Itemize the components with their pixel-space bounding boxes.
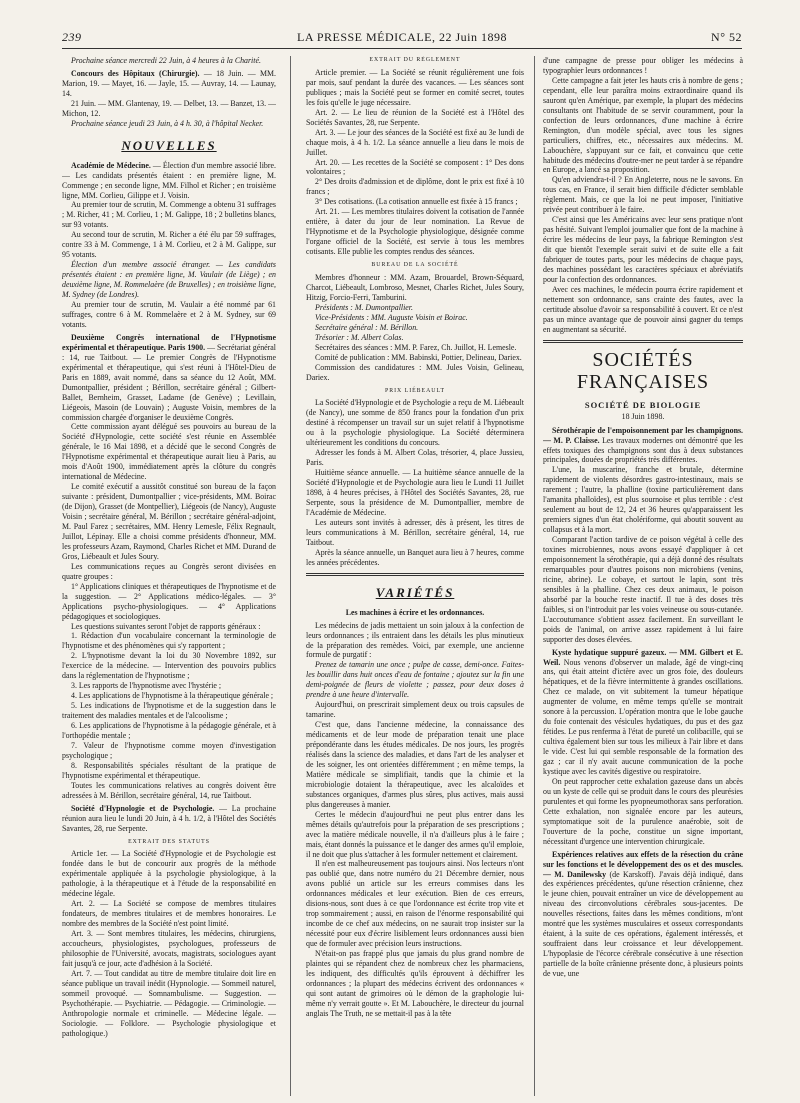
paragraph: Il n'en est malheureusement pas toujours ainsi. Nos lecteurs n'ont pas oublié que, dans notre numéro du 21 Décembre dernier, nous avons publié un article sur les erreurs commises dans les ordonnances médicales et leur exécution. Bien de ces erreurs, disions-nous, sont dues à ce que l'ordonnance est écrite trop vite et trop sommairement ; aussi, en raison de l'énorme responsabilité qui incombe de ce chef aux médecins, on ne saurait trop insister sur la nécessité pour eux d'écrire lisiblement leurs ordonnances aussi bien que de formuler avec précision leurs instructions. — [306, 859, 524, 949]
paragraph: Commission des candidatures : MM. Jules Voisin, Gelineau, Dariex. — [306, 362, 524, 382]
rubric-heading — [306, 586, 524, 600]
section-rule — [543, 340, 743, 343]
paragraph: Présidents : M. Dumontpallier. — [315, 302, 413, 312]
paragraph: 3° Des cotisations. (La cotisation annuelle est fixée à 15 francs ; — [315, 197, 518, 207]
paragraph — [62, 69, 276, 99]
paragraph: Adresser les fonds à M. Albert Colas, trésorier, 4, place Jussieu, Paris. — [306, 448, 524, 468]
paragraph: Aujourd'hui, on prescrirait simplement deux ou trois capsules de tamarine. — [306, 700, 524, 720]
paragraph: L'une, la muscarine, franche et brutale, détermine rapidement de violents désordres gastro-intestinaux, mais se rarement ; l'autre, la phalline (toxine particulièrement dans l'amanita phalloïdes), est plus sournoise et plus terrible : c'est seulement au bout de 12, 24 et 36 heures qu'apparaissent les premiers signes d'un état cholériforme, qui aboutit souvent au collapsus et à la mort. — [543, 465, 743, 535]
paragraph: Art. 21. — Les membres titulaires doivent la cotisation de l'année entière, à dater du jour de leur nomination. La Revue de l'Hypnotisme et de la Psychologie physiologique, désignée comme l'organe officiel de la Société, est servie à tous les membres cotisants. Elle publie les comptes rendus des séances. — [306, 207, 524, 257]
page-number: 239 — [62, 30, 82, 44]
list-item: 5. Les indications de l'hypnotisme et de la suggestion dans le traitement des maladies mentales et de l'alcoolisme ; — [62, 701, 276, 721]
paragraph: Trésorier : M. Albert Colas. — [315, 332, 404, 342]
paragraph — [543, 850, 743, 979]
paragraph: Après la séance annuelle, un Banquet aura lieu à 7 heures, comme les années précédentes. — [306, 547, 524, 567]
section-rule — [306, 573, 524, 576]
paragraph: Art. 2. — La Société se compose de membres titulaires fondateurs, de membres titulaires et de membres honoraires. Le nombre des membres de la Société n'est point limité. — [62, 899, 276, 929]
column-3 — [543, 56, 743, 1096]
section-title: Académie de Médecine. — [71, 160, 151, 170]
publication-title: LA PRESSE MÉDICALE, 22 Juin 1898 — [296, 30, 507, 44]
author: — M. Danilewsky — [543, 869, 607, 879]
rubric-label: VARIÉTÉS — [375, 584, 455, 600]
subheading: EXTRAIT DES STATUTS — [128, 838, 210, 845]
paragraph: La Société d'Hypnologie et de Psychologie a reçu de M. Liébeault (de Nancy), une somme de 850 francs pour la fondation d'un prix destiné à récompenser un travail sur un sujet relatif à l'hypnotisme ou à la psychologie physiologique. La Société déterminera ultérieurement les conditions du concours. — [306, 398, 524, 448]
text: (de Karskoff). J'avais déjà indiqué, dans des expériences précédentes, qu'une résection crânienne, chez le jeune chien, pouvait entraîner un vice de développement au niveau des circonvolutions cérébrales sous-jacentes. De nouvelles résections, faites dans les mêmes conditions, m'ont montré que les systèmes musculaires et osseux correspondants étaient, à la suite de ces opérations, également intéressés, et souffraient dans leur croissance et leur développement. L'hypoplasie de l'écorce cérébrale consécutive à une résection partielle de la boîte crânienne présente donc, à plusieurs points de vue, une — [543, 869, 743, 979]
paragraph: Prenez de tamarin une once ; pulpe de casse, demi-once. Faites-les bouillir dans huit onces d'eau de fontaine ; ajoutez sur la fin une demi-poignée de fleurs de violette ; passez, pour deux doses à prendre à une heure d'intervalle. — [306, 660, 524, 700]
paragraph — [543, 648, 743, 777]
paragraph: Art. 7. — Tout candidat au titre de membre titulaire doit lire en séance publique un travail inédit (Hypnologie. — Sommeil naturel, sommeil provoqué. — Somnambulisme. — Suggestion. — Psychothérapie. — Psychiatrie. — Pédagogie. — Criminologie. — Anthropologie normale et criminelle. — Médecine légale. — Sociologie. — Folklore. — Psychologie physiologique et pathologique.) — [62, 968, 276, 1038]
paragraph: On peut rapprocher cette exhalation gazeuse dans un abcès ou un kyste de celle qui se produit dans le cours des pleurésies purulentes et qui forme les pyopneumothorax sans perforation. Cette exhalation, non signalée encore par les auteurs, symptomatique soit de la purulence anaérobie, soit de l'ouverture de la poche, constitue un signe important, nécessitant d'urgence une intervention chirurgicale. — [543, 776, 743, 846]
rubric-label: NOUVELLES — [121, 137, 217, 153]
author: — M. P. Claisse. — [543, 435, 600, 445]
paragraph: Certes le médecin d'aujourd'hui ne peut plus entrer dans les mêmes détails qu'autrefois pour la préparation de ses prescriptions ; avec la matière médicale nouvelle, il n'a d'ailleurs plus à le faire ; mais, étant donnés la puissance et le danger des armes qu'il emploie, il ne doit que plus s'attacher à les formuler nettement et clairement. — [306, 809, 524, 859]
section-title: Expériences relatives aux effets de la résection du crâne sur les fonctions et le développement des os et des muscles. — [543, 849, 743, 869]
text: — Secrétariat général : 14, rue Taitbout. — Le premier Congrès de l'Hypnotisme expérimental et thérapeutique, qui s'est réuni à l'Hôtel-Dieu de Paris en 1889, avait nommé, dans sa séance du 12 Août, MM. Dumontpallier, président ; Bérillon, secrétaire général ; Gilbert-Ballet, Bernheim, Grasset, Ladame (de Genève) ; Levillain, Liégeois, Masoin (de Louvain) ; Auguste Voisin, membres de la commission chargée d'organiser le deuxième Congrès. — [62, 342, 276, 422]
paragraph: Article premier. — La Société se réunit régulièrement une fois par mois, sauf pendant la durée des vacances. — Les séances sont publiques ; mais la Société peut se former en comité secret, toutes les fois qu'elle le juge nécessaire. — [306, 67, 524, 107]
section-title: Deuxième Congrès international de l'Hypnotisme expérimental et thérapeutique. Paris 1900. — [62, 332, 276, 352]
paragraph: 1° Applications cliniques et thérapeutiques de l'hypnotisme et de la suggestion. — 2° Applications médico-légales. — 3° Applications psycho-physiologiques. — 4° Applications pédagogiques et sociologiques. — [62, 581, 276, 621]
column-1 — [62, 56, 276, 1096]
text: — 18 Juin. — MM. Marion, 19. — Mayet, 16. — Jayle, 15. — Auvray, 14. — Launay, 14. — [62, 68, 276, 98]
text: Nous venons d'observer un malade, âgé de vingt-cinq ans, qui était atteint d'ictère avec un gros foie, des douleurs hépatiques, et de la fièvre intermittente à grandes oscillations. Chez ce malade, on vit subitement la tumeur hépatique augmenter de volume, en même temps qu'elle se montrait sonore à la percussion. L'opération montra que le lobe gauche du foie contenait des vésicules hydatiques, du pus et des gaz fétides. Le pus renferma à l'état de pureté un colibacille, qui se cultiva également bien sur tous les milieux à l'air libre et dans le vide. C'est lui qui semble responsable de la formation des gaz ; car il n'y avait aucune communication de la poche kystique avec les cavités digestive ou respiratoire. — [543, 657, 743, 776]
paragraph: Cette commission ayant délégué ses pouvoirs au bureau de la Société d'Hypnologie, cette société s'est réunie en Assemblée générale, le 16 Mai 1898, et a décidé que le second Congrès de l'Hypnotisme expérimental et thérapeutique aurait lieu à Paris, au mois d'Août 1900, immédiatement après la clôture du congrès international de Médecine. — [62, 422, 276, 482]
paragraph: Secrétaire général : M. Bérillon. — [315, 322, 419, 332]
page-header — [62, 30, 742, 46]
paragraph: Secrétaires des séances : MM. P. Farez, Ch. Juillot, H. Lemesle. — [315, 342, 517, 352]
column-2 — [306, 56, 524, 1096]
list-item: 2. L'hypnotisme devant la loi du 30 Novembre 1892, sur l'exercice de la médecine. — Intervention des pouvoirs publics dans la réglementation de l'hypnotisme ; — [62, 651, 276, 681]
column-separator — [290, 56, 291, 1096]
article-title: Les machines à écrire et les ordonnances. — [345, 607, 485, 617]
paragraph: 21 Juin. — MM. Glantenay, 19. — Delbet, 13. — Banzet, 13. — Michon, 12. — [62, 98, 276, 118]
paragraph: Art. 3. — Sont membres titulaires, les médecins, chirurgiens, accoucheurs, physiologistes, psychologues, professeurs de philosophie de l'Université, avocats, magistrats, sociologues ayant fait jusqu'à ce jour, acte d'adhésion à la Société. — [62, 929, 276, 968]
paragraph: Avec ces machines, le médecin pourra écrire rapidement et nettement son ordonnance, sans crainte des fautes, avec la certitude absolue d'avoir sa responsabilité à couvert. Et ce n'est pas un mince avantage que de pouvoir ainsi gagner du temps en augmentant sa sécurité. — [543, 284, 743, 334]
section-banner: SOCIÉTÉS FRANÇAISES — [576, 348, 710, 393]
paragraph: N'était-on pas frappé plus que jamais du plus grand nombre de plaintes qui se répandent chez de nombreux chez les pharmaciens, les indiquent, des difficultés qu'ils éprouvent à déchiffrer les ordonnances ; la plupart des médecins écrivent des ordonnances « qui sont autant de grimoires où le démon de la graphologie lui-même n'y verrait goutte ». Et M. Labouchère, le directeur du journal anglais The Truth, ne se mettait-il pas à la tête — [306, 949, 524, 1018]
issue-number: N° 52 — [711, 30, 742, 44]
paragraph: Prochaine séance mercredi 22 Juin, à 4 heures à la Charité. — [71, 56, 261, 65]
paragraph: Art. 3. — Le jour des séances de la Société est fixé au 3e lundi de chaque mois, à 4 h. 1/2. La séance annuelle a lieu dans le mois de Juillet. — [306, 127, 524, 157]
paragraph: Membres d'honneur : MM. Azam, Brouardel, Brown-Séquard, Charcot, Liébeault, Lombroso, Mesnet, Charles Richet, Jules Soury, Hitzig, Forcio-Ferri, Tamburini. — [306, 273, 524, 302]
paragraph — [543, 426, 743, 466]
list-item: 4. Les applications de l'hypnotisme à la thérapeutique générale ; — [71, 691, 274, 701]
paragraph: Art. 20. — Les recettes de la Société se composent : 1° Des dons volontaires ; — [306, 157, 524, 177]
paragraph: Cette campagne a fait jeter les hauts cris à nombre de gens ; cependant, elle leur paraîtra moins extraordinaire quand ils sauront qu'en Amérique, par exemple, la plupart des médecins consultants ont l'habitude de se servir couramment, pour la confection de leurs ordonnances, d'une machine à écrire Remington, d'un modèle spécial, avec tous les signes particuliers, chiffres, etc., nécessaires aux médecins. M. Labouchère, s'appuyant sur ce fait, et convaincu que cette habitude des médecins d'outre-mer ne peut tarder à se répandre en Europe, a lancé sa proposition. — [543, 75, 743, 175]
paragraph: Prochaine séance jeudi 23 Juin, à 4 h. 30, à l'hôpital Necker. — [71, 118, 264, 128]
paragraph — [62, 804, 276, 834]
subheading: PRIX LIÉBEAULT — [385, 387, 445, 394]
paragraph: Les communications reçues au Congrès seront divisées en quatre groupes : — [62, 561, 276, 581]
society-heading: SOCIÉTÉ DE BIOLOGIE — [584, 399, 702, 410]
paragraph: Comparant l'action tardive de ce poison végétal à celle des toxines microbiennes, nous avons essayé d'appliquer à cet empoisonnement la sérothérapie, qui a déjà donné des résultats remarquables pour d'autres poisons non microbiens (venins, ricine, abrine). Le cobaye, et surtout le lapin, sont très sensibles à la phalline. Chez ces deux animaux, le poison absorbé par la bouche reste inactif. Il tue à des doses très faibles, si on l'introduit par les voies veineuse ou sous-cutanée. L'accoutumance s'obtient assez facilement. En surveillant le poids de l'animal, on arrive assez rapidement à lui faire supporter des doses élevées. — [543, 535, 743, 644]
subheading: BUREAU DE LA SOCIÉTÉ — [371, 262, 459, 269]
paragraph: Les questions suivantes seront l'objet de rapports généraux : — [71, 621, 261, 631]
list-item: 1. Rédaction d'un vocabulaire concernant la terminologie de l'hypnotisme et des phénomènes qui s'y rapportent ; — [62, 631, 276, 651]
paragraph: Huitième séance annuelle. — La huitième séance annuelle de la Société d'Hypnologie et de Psychologie aura lieu le Lundi 11 Juillet 1898, à 4 heures précises, à l'Hôtel des Sociétés Savantes, 28, rue Serpente, sous la présidence de M. Dumontpallier, membre de l'Académie de Médecine. — [306, 468, 524, 517]
paragraph — [62, 333, 276, 423]
section-title: Kyste hydatique suppuré gazeux. — [552, 647, 667, 657]
section-title: Société d'Hypnologie et de Psychologie. — [71, 803, 215, 813]
column-separator — [534, 56, 535, 1096]
text: — La prochaine réunion aura lieu le lundi 20 Juin, à 4 h. 1/2, à l'Hôtel des Sociétés Savantes, 28, rue Serpente. — [62, 803, 276, 833]
section-title: Sérothérapie de l'empoisonnement par les champignons. — [552, 425, 743, 435]
header-rule — [62, 48, 742, 49]
paragraph — [62, 161, 276, 201]
paragraph: Les auteurs sont invités à adresser, dès à présent, les titres de leurs communications à M. Bérillon, secrétaire général, 14, rue Taitbout. — [306, 517, 524, 547]
author: — MM. Gilbert et E. Weil. — [543, 647, 743, 667]
paragraph: Au second tour de scrutin, M. Richer a été élu par 59 suffrages, contre 33 à M. Commenge, 1 à M. Corlieu, et 2 à M. Galippe, sur 95 votants. — [62, 230, 276, 260]
section-title: Concours des Hôpitaux (Chirurgie). — [71, 68, 200, 78]
session-date: 18 Juin 1898. — [621, 411, 665, 421]
paragraph: C'est que, dans l'ancienne médecine, la connaissance des médicaments et de leur mode de préparation tenait une place prépondérante dans les études médicales. De nos jours, les progrès réalisés dans la science des maladies, et dans l'art de les analyser et de les soigner, les ont orientées différemment ; en même temps, la Matière médicale se simplifiait, tandis que la chimie et la microbiologie dotaient la thérapeutique, avec les alcaloïdes et substances organiques, d'armes plus sûres, plus actives, mais aussi plus dangereuses à manier. — [306, 720, 524, 809]
paragraph: Art. 2. — Le lieu de réunion de la Société est à l'Hôtel des Sociétés Savantes, 28, rue Serpente. — [306, 107, 524, 127]
paragraph: Qu'en adviendra-t-il ? En Angleterre, nous ne le savons. En tous cas, en France, il serait bien difficile d'édicter semblable règlement. Mais, ce que la loi ne peut imposer, l'initiative privée peut contribuer à le faire. — [543, 175, 743, 215]
paragraph: Élection d'un membre associé étranger. — Les candidats présentés étaient : en première ligne, M. Vaulair (de Liège) ; en deuxième ligne, M. Rommelaère (de Bruxelles) ; en troisième ligne, M. Sydney (de Londres). — [62, 260, 276, 300]
subheading: EXTRAIT DU RÈGLEMENT — [369, 57, 461, 63]
paragraph: Toutes les communications relatives au congrès doivent être adressées à M. Bérillon, secrétaire général, 14, rue Taitbout. — [62, 780, 276, 800]
paragraph: 2° Des droits d'admission et de diplôme, dont le prix est fixé à 10 francs ; — [306, 177, 524, 197]
paragraph: C'est ainsi que les Américains avec leur sens pratique n'ont pas hésité. Suivant l'emploi journalier que font de la machine à écrire les médecins de leur pays, la fabrique Remington s'est dit que bientôt l'exemple serait suivi et de suite elle a fait fabriquer de toutes parts, pour les médecins de chaque pays, des machines possédant les caractères spéciaux et abréviatifs pour la confection des ordonnances. — [543, 215, 743, 284]
paragraph: Vice-Présidents : MM. Auguste Voisin et Boirac. — [315, 312, 468, 322]
rubric-heading — [62, 139, 276, 153]
paragraph: Au premier tour de scrutin, M. Commenge a obtenu 31 suffrages ; M. Richer, 41 ; M. Corlieu, 1 ; M. Galippe, 18 ; 2 bulletins blancs, sur 93 votants. — [62, 200, 276, 230]
list-item: 6. Les applications de l'hypnotisme à la pédagogie générale, et à l'orthopédie mentale ; — [62, 721, 276, 740]
paragraph: Article 1er. — La Société d'Hypnologie et de Psychologie est fondée dans le but de concourir aux progrès de la méthode expérimentale appliquée à la psychologie physiologique, à la pathologie, à la thérapeutique et à l'étude de la responsabilité en médecine légale. — [62, 849, 276, 899]
list-item: 8. Responsabilités spéciales résultant de la pratique de l'hypnotisme expérimental et thérapeutique. — [62, 760, 276, 780]
text: Les travaux modernes ont démontré que les effets toxiques des champignons sont dus à deux substances principales, douées de propriétés très différentes. — [543, 435, 743, 465]
list-item: 3. Les rapports de l'hypnotisme avec l'hystérie ; — [71, 681, 222, 691]
paragraph: d'une campagne de presse pour obliger les médecins à typographier leurs ordonnances ! — [543, 56, 743, 75]
paragraph: Les médecins de jadis mettaient un soin jaloux à la confection de leurs ordonnances ; ils entraient dans les détails les plus minutieux de la préparation des remèdes. Voici, par exemple, une ancienne formule de purgatif : — [306, 620, 524, 660]
text: — Élection d'un membre associé libre. — Les candidats présentés étaient : en première ligne, M. Commenge ; en seconde ligne, MM. Filhol et Richer ; en troisième ligne, MM. Corlieu, Gilippe et J. Voisin. — [62, 160, 276, 200]
paragraph: Comité de publication : MM. Babinski, Pottier, Delineau, Dariex. — [315, 352, 522, 362]
paragraph: Le comité exécutif a aussitôt constitué son bureau de la façon suivante : président, Dumontpallier ; vice-présidents, MM. Boirac (de Dijon), Grasset (de Montpellier), Liégeois (de Nancy), Auguste Voisin ; secrétaire général, M. Bérillon ; secrétaire général-adjoint, M. Paul Farez ; secrétaires, MM. Henry Lemesle, Félix Regnault, Juillot, Lépinay. Elle a choisi comme présidents d'honneur, MM. les professeurs Azam, Raymond, Charles Richet et MM. Durand de Gros, Liébeault et Jules Soury. — [62, 482, 276, 561]
paragraph: Au premier tour de scrutin, M. Vaulair a été nommé par 61 suffrages, contre 6 à M. Rommelaère et 2 à M. Sydney, sur 69 votants. — [62, 300, 276, 329]
list-item: 7. Valeur de l'hypnotisme comme moyen d'investigation psychologique ; — [62, 740, 276, 760]
